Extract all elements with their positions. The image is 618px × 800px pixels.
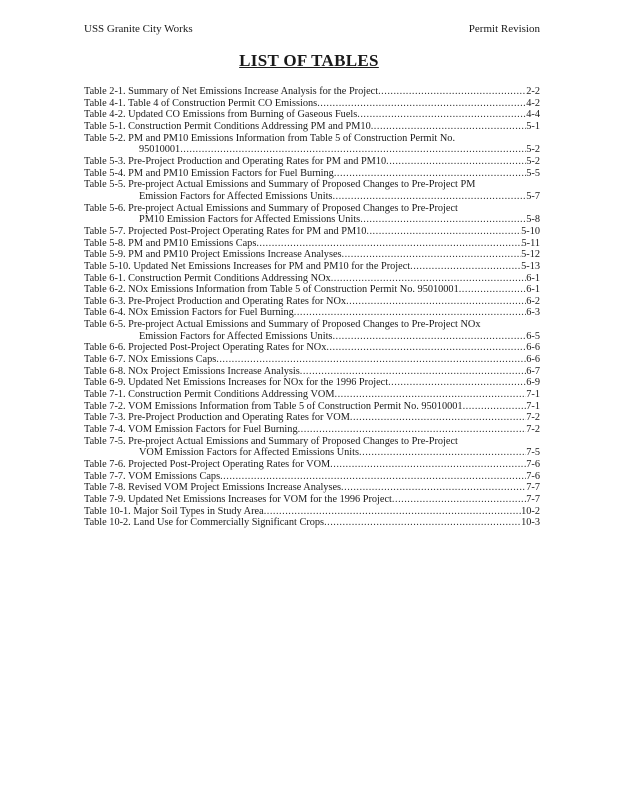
toc-entry-page-number: 6-1 [526, 272, 540, 284]
dot-leader [346, 296, 526, 308]
toc-entry-label: Table 7-9. Updated Net Emissions Increases for VOM for the 1996 Project [84, 493, 392, 505]
dot-leader [332, 191, 526, 203]
toc-entry-page-number: 4-2 [526, 97, 540, 109]
toc-entry-page-number: 5-7 [526, 190, 540, 202]
dot-leader [357, 109, 526, 121]
toc-entry-page-number: 7-5 [526, 447, 540, 459]
toc-entry-label: Table 5-1. Construction Permit Conditions Addressing PM and PM10 [84, 120, 371, 132]
toc-entry[interactable] [84, 98, 540, 110]
dot-leader [300, 366, 527, 378]
toc-entry[interactable] [84, 412, 540, 424]
toc-entry[interactable] [84, 389, 540, 401]
dot-leader [386, 156, 526, 168]
toc-entry-page-number: 5-13 [521, 260, 540, 272]
dot-leader [294, 307, 526, 319]
toc-entry-page-number: 4-4 [526, 109, 540, 121]
toc-entry-label: Table 5-6. Pre-project Actual Emissions and Summary of Proposed Changes to Pre-Project [84, 202, 458, 214]
toc-entry-label: Table 4-2. Updated CO Emissions from Burning of Gaseous Fuels [84, 109, 358, 121]
header-document-type: Permit Revision [468, 23, 540, 35]
toc-entry-page-number: 6-5 [526, 330, 540, 342]
dot-leader [216, 354, 526, 366]
toc-entry-label: Table 6-8. NOx Project Emissions Increase Analysis [84, 365, 300, 377]
toc-entry-page-number: 7-7 [526, 493, 540, 505]
toc-entry-label-continued: VOM Emission Factors for Affected Emissions Units [139, 447, 360, 459]
toc-entry[interactable] [84, 168, 540, 180]
dot-leader [360, 214, 526, 226]
toc-entry[interactable] [84, 273, 540, 285]
toc-entry-label: Table 5-7. Projected Post-Project Operating Rates for PM and PM10 [84, 225, 367, 237]
toc-entry[interactable] [84, 401, 540, 413]
toc-entry-label: Table 4-1. Table 4 of Construction Permit CO Emissions [84, 97, 318, 109]
toc-entry-page-number: 5-11 [521, 237, 540, 249]
toc-entry[interactable] [84, 86, 540, 98]
toc-entry[interactable] [84, 284, 540, 296]
toc-entry[interactable] [84, 307, 540, 319]
toc-entry-label: Table 7-5. Pre-project Actual Emissions and Summary of Proposed Changes to Pre-Project [84, 435, 458, 447]
toc-entry-label: Table 5-9. PM and PM10 Project Emissions Increase Analyses [84, 249, 342, 261]
toc-entry-label: Table 7-6. Projected Post-Project Operating Rates for VOM [84, 459, 331, 470]
toc-entry-label: Table 10-2. Land Use for Commercially Significant Crops [84, 517, 325, 529]
toc-entry[interactable] [84, 506, 540, 518]
toc-entry-page-number: 7-7 [526, 482, 540, 494]
toc-entry-label: Table 7-3. Pre-Project Production and Operating Rates for VOM [84, 412, 350, 424]
toc-entry-page-number: 5-5 [526, 167, 540, 179]
toc-entry-page-number: 6-3 [526, 307, 540, 319]
dot-leader [392, 494, 526, 506]
toc-entry[interactable] [84, 377, 540, 389]
toc-entry-label: Table 6-5. Pre-project Actual Emissions and Summary of Proposed Changes to Pre-Project NOx [84, 319, 481, 331]
page-title: LIST OF TABLES [239, 51, 379, 70]
toc-entry-page-number: 5-12 [521, 249, 540, 261]
dot-leader [366, 226, 521, 238]
toc-entry[interactable] [84, 109, 540, 121]
dot-leader [326, 342, 526, 354]
dot-leader [342, 249, 522, 261]
toc-entry-label: Table 7-1. Construction Permit Conditions Addressing VOM [84, 389, 335, 401]
toc-entry[interactable] [84, 226, 540, 238]
toc-entry-label-continued: Emission Factors for Affected Emissions Units [139, 190, 333, 202]
toc-entry[interactable] [84, 366, 540, 378]
toc-entry-label: Table 5-10. Updated Net Emissions Increases for PM and PM10 for the Project [84, 260, 411, 272]
toc-entry-label: Table 5-5. Pre-project Actual Emissions and Summary of Proposed Changes to Pre-Project PM [84, 179, 476, 191]
dot-leader [180, 144, 526, 156]
toc-entry-page-number: 5-2 [526, 144, 540, 156]
dot-leader [256, 238, 521, 250]
toc-entry-label: Table 2-1. Summary of Net Emissions Increase Analysis for the Project [84, 86, 379, 97]
table-of-contents [84, 86, 540, 529]
toc-entry-continuation[interactable] [84, 447, 540, 459]
toc-entry-page-number: 6-6 [526, 354, 540, 366]
toc-entry[interactable] [84, 459, 540, 471]
toc-entry-label: Table 10-1. Major Soil Types in Study Area [84, 505, 264, 517]
dot-leader [378, 86, 526, 98]
toc-entry-label: Table 7-4. VOM Emission Factors for Fuel Burning [84, 424, 298, 436]
dot-leader [335, 389, 527, 401]
toc-entry-page-number: 6-1 [526, 284, 540, 296]
toc-entry-label: Table 5-3. Pre-Project Production and Operating Rates for PM and PM10 [84, 155, 387, 167]
dot-leader [463, 401, 527, 413]
toc-entry-continuation[interactable] [84, 191, 540, 203]
toc-entry-page-number: 7-2 [526, 424, 540, 436]
dot-leader [331, 273, 527, 285]
toc-entry[interactable] [84, 319, 540, 331]
toc-entry-page-number: 5-2 [526, 155, 540, 167]
dot-leader [298, 424, 527, 436]
toc-entry[interactable] [84, 342, 540, 354]
toc-entry[interactable] [84, 354, 540, 366]
toc-entry[interactable] [84, 133, 540, 145]
header-company: USS Granite City Works [84, 23, 193, 35]
dot-leader [341, 482, 526, 494]
toc-entry-label: Table 6-2. NOx Emissions Information from Table 5 of Construction Permit No. 95010001 [84, 284, 459, 296]
toc-entry-label-continued: Emission Factors for Affected Emissions Units [139, 330, 333, 342]
toc-entry-label: Table 6-3. Pre-Project Production and Operating Rates for NOx [84, 295, 347, 307]
dot-leader [220, 471, 526, 483]
toc-entry-label-continued: PM10 Emission Factors for Affected Emissions Units [139, 214, 361, 226]
toc-entry-page-number: 6-2 [526, 295, 540, 307]
dot-leader [350, 412, 526, 424]
toc-entry-label: Table 6-4. NOx Emission Factors for Fuel Burning [84, 307, 294, 319]
dot-leader [371, 121, 527, 133]
toc-entry-page-number: 7-6 [526, 470, 540, 482]
toc-entry-continuation[interactable] [84, 331, 540, 343]
toc-entry-label: Table 7-7. VOM Emissions Caps [84, 470, 221, 482]
dot-leader [334, 168, 526, 180]
toc-entry[interactable] [84, 156, 540, 168]
dot-leader [330, 459, 526, 471]
toc-entry-continuation[interactable] [84, 214, 540, 226]
toc-entry[interactable] [84, 471, 540, 483]
toc-entry[interactable] [84, 261, 540, 273]
dot-leader [317, 98, 526, 110]
toc-entry-page-number: 5-8 [526, 214, 540, 226]
toc-entry[interactable] [84, 436, 540, 448]
toc-entry-page-number: 7-1 [526, 389, 540, 401]
toc-entry-label: Table 7-2. VOM Emissions Information from Table 5 of Construction Permit No. 95010001 [84, 400, 463, 412]
toc-entry-page-number: 5-1 [526, 120, 540, 132]
toc-entry-page-number: 2-2 [526, 86, 540, 97]
toc-entry[interactable] [84, 494, 540, 506]
dot-leader [264, 506, 521, 518]
toc-entry-page-number: 5-10 [521, 225, 540, 237]
toc-entry[interactable] [84, 179, 540, 191]
toc-entry-label: Table 5-4. PM and PM10 Emission Factors for Fuel Burning [84, 167, 334, 179]
toc-entry-page-number: 7-6 [526, 459, 540, 470]
toc-entry-page-number: 7-1 [526, 400, 540, 412]
dot-leader [459, 284, 527, 296]
dot-leader [324, 517, 521, 529]
toc-entry-label-continued: 95010001 [139, 144, 181, 156]
dot-leader [388, 377, 526, 389]
toc-entry-continuation[interactable] [84, 144, 540, 156]
toc-entry[interactable] [84, 424, 540, 436]
toc-entry[interactable] [84, 249, 540, 261]
toc-entry-label: Table 6-6. Projected Post-Project Operating Rates for NOx [84, 342, 327, 354]
toc-entry-page-number: 6-7 [526, 365, 540, 377]
toc-entry[interactable] [84, 203, 540, 215]
toc-entry-label: Table 5-2. PM and PM10 Emissions Information from Table 5 of Construction Permit No. [84, 132, 456, 144]
toc-entry-label: Table 6-9. Updated Net Emissions Increases for NOx for the 1996 Project [84, 377, 389, 389]
toc-entry-page-number: 10-3 [521, 517, 540, 529]
toc-entry[interactable] [84, 482, 540, 494]
toc-entry-label: Table 7-8. Revised VOM Project Emissions Increase Analyses [84, 482, 342, 494]
toc-entry-page-number: 6-6 [526, 342, 540, 354]
toc-entry-page-number: 7-2 [526, 412, 540, 424]
toc-entry-label: Table 6-1. Construction Permit Conditions Addressing NOx [84, 272, 331, 284]
dot-leader [359, 447, 526, 459]
toc-entry[interactable] [84, 517, 540, 529]
dot-leader [410, 261, 521, 273]
toc-entry-label: Table 6-7. NOx Emissions Caps [84, 354, 217, 366]
dot-leader [332, 331, 526, 343]
toc-entry-page-number: 10-2 [521, 505, 540, 517]
toc-entry-page-number: 6-9 [526, 377, 540, 389]
toc-entry[interactable] [84, 296, 540, 308]
toc-entry[interactable] [84, 121, 540, 133]
toc-entry[interactable] [84, 238, 540, 250]
toc-entry-label: Table 5-8. PM and PM10 Emissions Caps [84, 237, 257, 249]
